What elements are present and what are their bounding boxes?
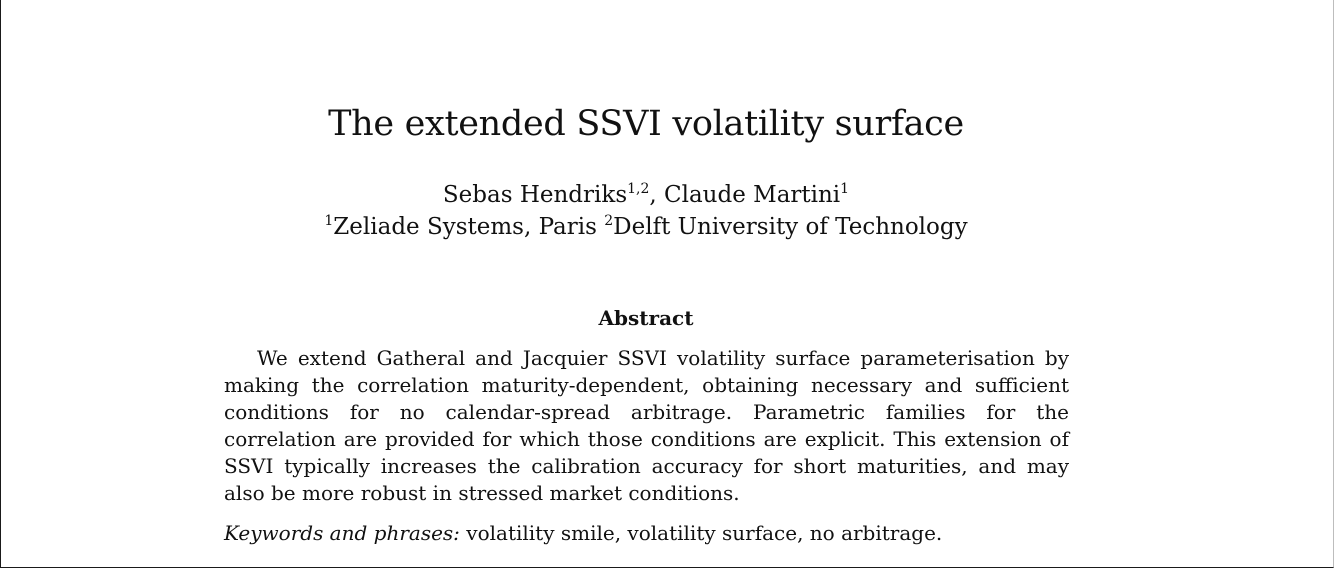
author-name: Sebas Hendriks	[442, 182, 628, 208]
author-line	[1, 180, 1291, 210]
affiliation-name: Zeliade Systems, Paris	[333, 214, 597, 240]
affiliation-mark: 1,2	[627, 181, 650, 197]
author-name: Claude Martini	[664, 182, 841, 208]
abstract-text: We extend Gatheral and Jacquier SSVI volatility surface parameterisation by making the correlation maturity-dependent, obtaining necessary and sufficient conditions for no calendar-spread arbitrage. Parametric families for the correlation are provided for which those conditions are explicit. This extension of SSVI typically increases the calibration accuracy for short maturities, and may also be more robust in stressed market conditions.	[224, 346, 1069, 505]
affiliation-mark: 2	[604, 213, 614, 229]
paper-title: The extended SSVI volatility surface	[328, 104, 964, 144]
keywords-text: volatility smile, volatility surface, no arbitrage.	[466, 521, 943, 545]
keywords-label: Keywords and phrases:	[224, 521, 460, 545]
author-separator: ,	[649, 182, 665, 208]
affiliation-line	[1, 212, 1291, 242]
affiliation-name: Delft University of Technology	[613, 214, 968, 240]
abstract-heading: Abstract	[598, 306, 694, 330]
affiliation-mark: 1	[324, 213, 334, 229]
keywords-line	[224, 520, 1069, 547]
affiliation-mark: 1	[840, 181, 850, 197]
